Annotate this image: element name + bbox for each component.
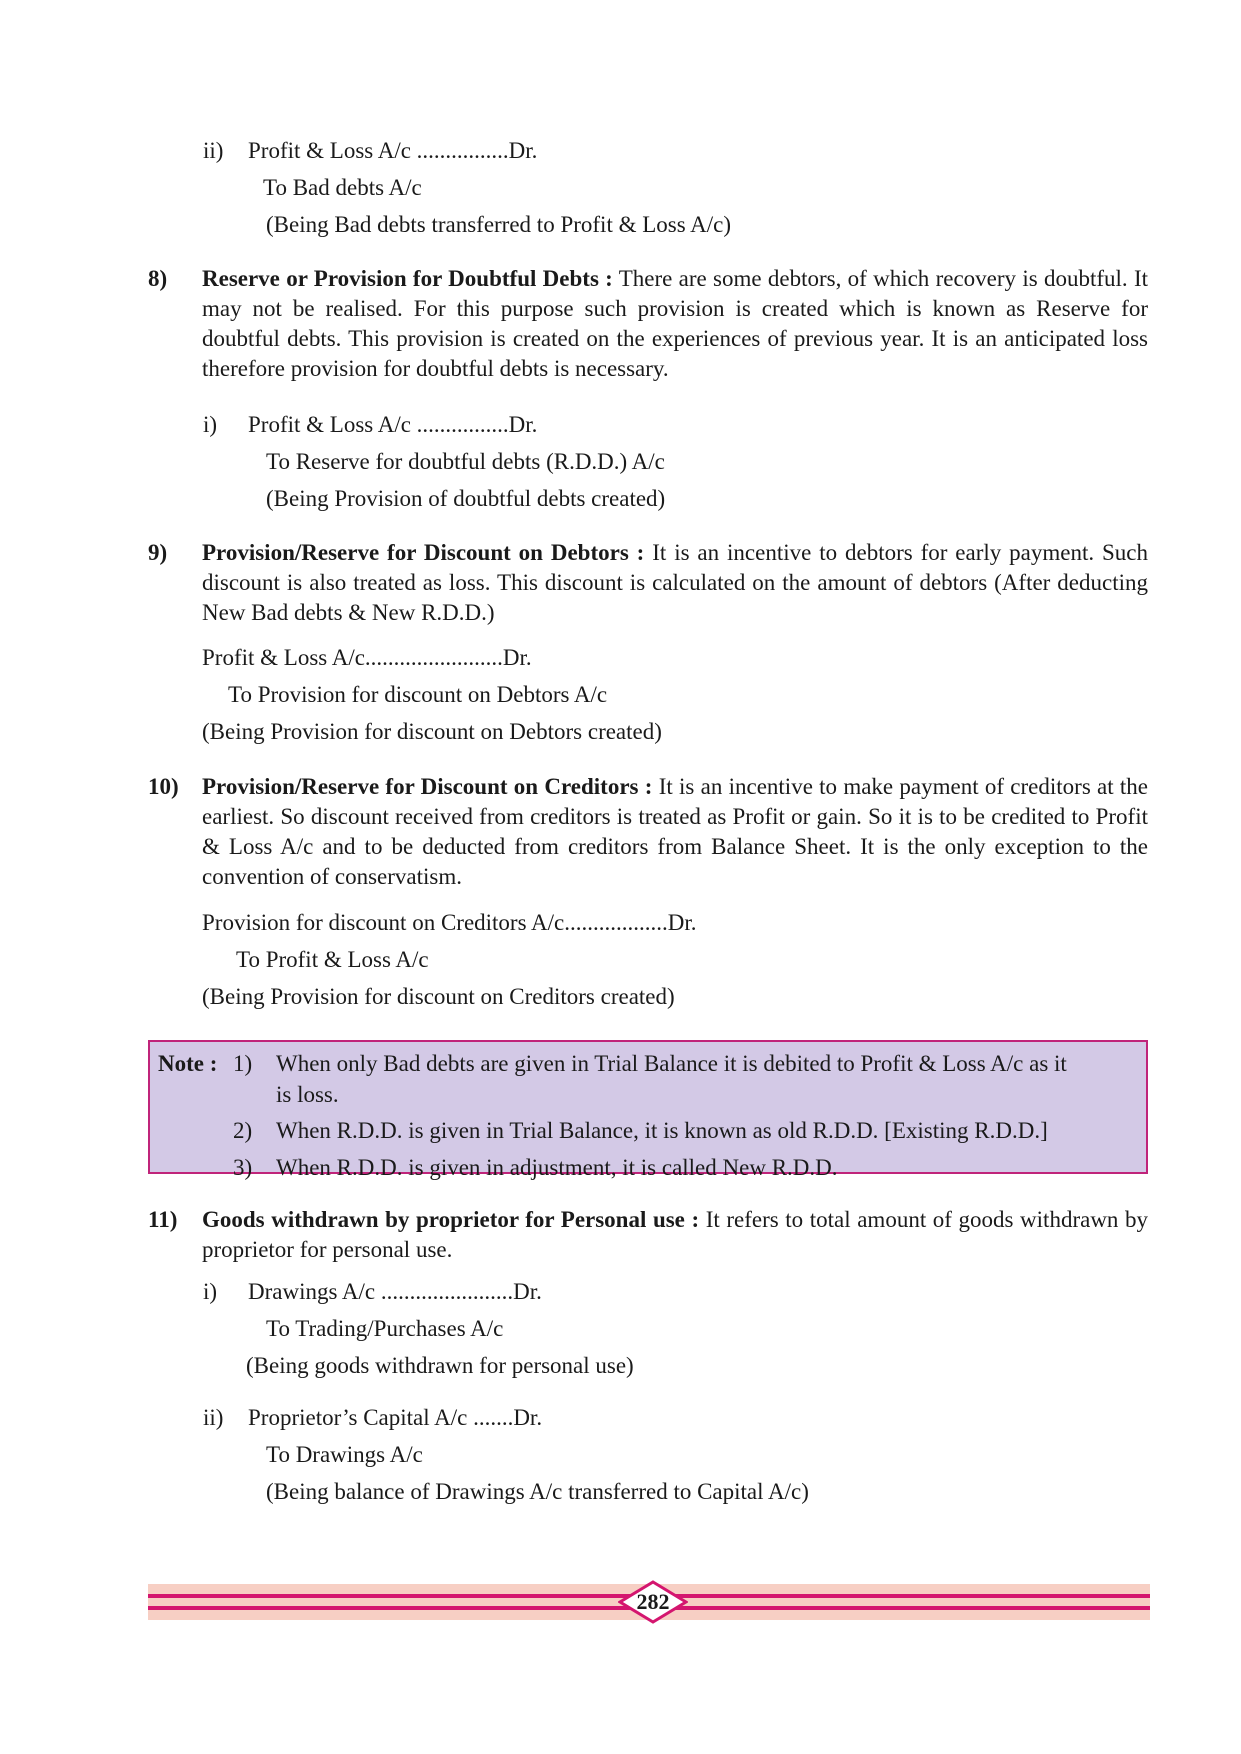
entry-marker: i) (203, 412, 218, 437)
journal-credit-line: To Drawings A/c (266, 1442, 423, 1467)
journal-debit-line: Proprietor’s Capital A/c .......Dr. (248, 1405, 543, 1430)
note-item-text: When only Bad debts are given in Trial Balance it is debited to Profit & Loss A/c as it (276, 1051, 1067, 1076)
journal-narration: (Being Bad debts transferred to Profit & Loss A/c) (266, 212, 732, 237)
section-heading: Goods withdrawn by proprietor for Personal use : (202, 1207, 700, 1232)
page-number: 282 (636, 1589, 670, 1614)
journal-debit-line: Profit & Loss A/c ................Dr. (248, 412, 538, 437)
section-paragraph (202, 264, 1148, 384)
journal-debit-line: Profit & Loss A/c........................Dr. (202, 645, 532, 670)
section-text: It refers to total amount of goods withdrawn by proprietor for personal use. (202, 1207, 1149, 1262)
journal-credit-line: To Trading/Purchases A/c (266, 1316, 504, 1341)
journal-debit-line: Drawings A/c .......................Dr. (248, 1279, 542, 1304)
section-paragraph (202, 1205, 1148, 1265)
section-heading: Provision/Reserve for Discount on Debtors : (202, 540, 645, 565)
journal-narration: (Being goods withdrawn for personal use) (246, 1353, 634, 1378)
journal-narration: (Being Provision for discount on Debtors created) (202, 719, 662, 744)
journal-credit-line: To Reserve for doubtful debts (R.D.D.) A/c (266, 449, 665, 474)
entry-marker: ii) (203, 1405, 224, 1430)
journal-debit-line: Profit & Loss A/c ................Dr. (248, 138, 538, 163)
entry-marker: ii) (203, 138, 224, 163)
journal-narration: (Being Provision of doubtful debts created) (266, 486, 666, 511)
journal-credit-line: To Provision for discount on Debtors A/c (228, 682, 608, 707)
entry-marker: i) (203, 1279, 218, 1304)
section-text: It is an incentive to make payment of creditors at the earliest. So discount received from creditors is treated as Profit or gain. So it is to be credited to Profit & Loss A/c and to be deducted from creditors from Balance Sheet. It is the only exception to the convention of conservatism. (202, 774, 1149, 889)
note-item-text: When R.D.D. is given in Trial Balance, it is known as old R.D.D. [Existing R.D.D.] (276, 1118, 1048, 1143)
section-heading: Reserve or Provision for Doubtful Debts : (202, 266, 613, 291)
note-box (148, 1040, 1148, 1180)
section-number: 8) (148, 266, 168, 291)
section-number: 10) (148, 774, 179, 799)
section-number: 9) (148, 540, 168, 565)
note-item-text: When R.D.D. is given in adjustment, it is called New R.D.D. (276, 1155, 838, 1180)
note-item-marker: 3) (233, 1155, 253, 1180)
journal-narration: (Being Provision for discount on Creditors created) (202, 984, 675, 1009)
journal-credit-line: To Profit & Loss A/c (236, 947, 429, 972)
section-text: There are some debtors, of which recovery is doubtful. It may not be realised. For this purpose such provision is created which is known as Reserve for doubtful debts. This provision is created on the experiences of previous year. It is an anticipated loss therefore provision for doubtful debts is necessary. (202, 266, 1149, 381)
section-number: 11) (148, 1207, 178, 1232)
journal-narration: (Being balance of Drawings A/c transferred to Capital A/c) (266, 1479, 809, 1504)
note-label: Note : (158, 1051, 218, 1076)
section-heading: Provision/Reserve for Discount on Creditors : (202, 774, 653, 799)
note-item-text-continued: is loss. (276, 1082, 339, 1107)
note-item-marker: 2) (233, 1118, 253, 1143)
note-item-marker: 1) (233, 1051, 253, 1076)
section-paragraph (202, 772, 1148, 892)
journal-credit-line: To Bad debts A/c (263, 175, 422, 200)
section-paragraph (202, 538, 1148, 628)
journal-debit-line: Provision for discount on Creditors A/c..................Dr. (202, 910, 697, 935)
section-text: It is an incentive to debtors for early payment. Such discount is also treated as loss. This discount is calculated on the amount of debtors (After deducting New Bad debts & New R.D.D.) (202, 540, 1149, 625)
